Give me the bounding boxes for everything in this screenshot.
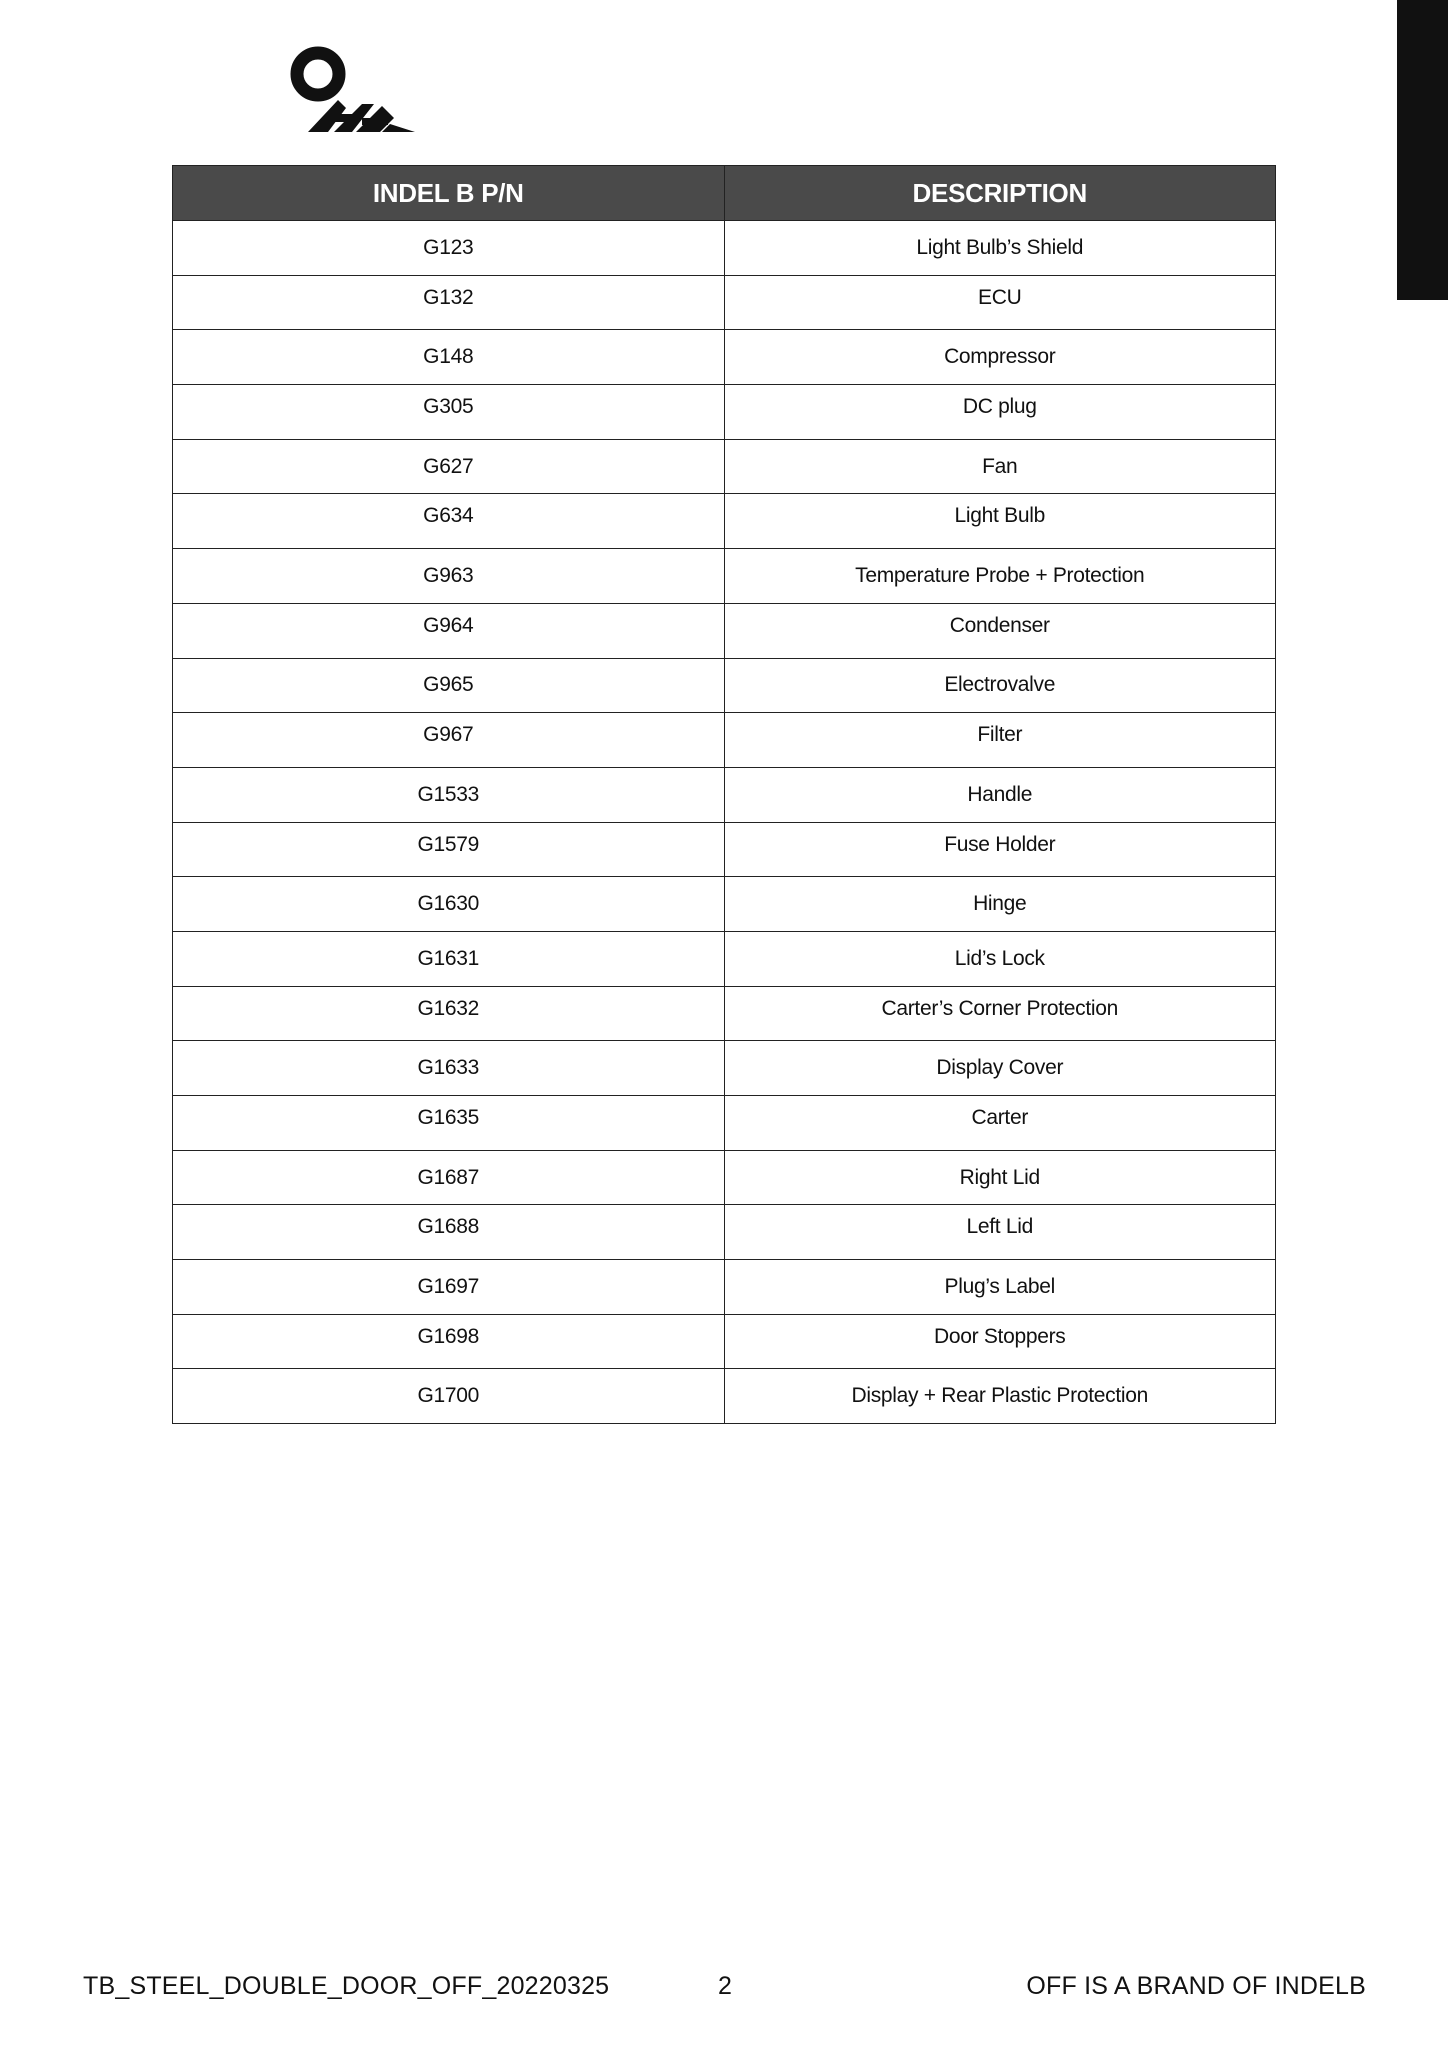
table-header-row <box>173 166 1276 221</box>
table-row <box>173 877 1276 932</box>
description-cell: Fan <box>724 439 1276 494</box>
footer-doc-code: TB_STEEL_DOUBLE_DOOR_OFF_20220325 <box>83 1972 610 2000</box>
description-cell: Hinge <box>724 877 1276 932</box>
part-number-cell: G1700 <box>173 1369 725 1424</box>
part-number-cell: G1631 <box>173 931 725 986</box>
table-row <box>173 275 1276 330</box>
description-cell: Temperature Probe + Protection <box>724 549 1276 604</box>
table-row <box>173 767 1276 822</box>
off-logo <box>290 46 420 136</box>
header-description: DESCRIPTION <box>724 166 1276 221</box>
description-cell: Left Lid <box>724 1205 1276 1260</box>
part-number-cell: G148 <box>173 330 725 385</box>
parts-table <box>172 165 1276 1424</box>
part-number-cell: G1533 <box>173 767 725 822</box>
table-row <box>173 1150 1276 1205</box>
table-row <box>173 1369 1276 1424</box>
description-cell: Light Bulb’s Shield <box>724 221 1276 276</box>
part-number-cell: G123 <box>173 221 725 276</box>
table-row <box>173 439 1276 494</box>
description-cell: DC plug <box>724 385 1276 440</box>
table-row <box>173 658 1276 713</box>
description-cell: Light Bulb <box>724 494 1276 549</box>
table-row <box>173 330 1276 385</box>
part-number-cell: G1687 <box>173 1150 725 1205</box>
table-row <box>173 221 1276 276</box>
description-cell: Handle <box>724 767 1276 822</box>
side-tab-marker <box>1397 0 1448 300</box>
part-number-cell: G132 <box>173 275 725 330</box>
part-number-cell: G967 <box>173 713 725 768</box>
description-cell: Plug’s Label <box>724 1260 1276 1315</box>
description-cell: Condenser <box>724 603 1276 658</box>
description-cell: Display Cover <box>724 1041 1276 1096</box>
description-cell: Right Lid <box>724 1150 1276 1205</box>
table-row <box>173 1041 1276 1096</box>
table-row <box>173 931 1276 986</box>
table-row <box>173 1260 1276 1315</box>
description-cell: Carter’s Corner Protection <box>724 986 1276 1041</box>
part-number-cell: G634 <box>173 494 725 549</box>
description-cell: Door Stoppers <box>724 1314 1276 1369</box>
description-cell: Lid’s Lock <box>724 931 1276 986</box>
part-number-cell: G964 <box>173 603 725 658</box>
description-cell: Carter <box>724 1096 1276 1151</box>
part-number-cell: G627 <box>173 439 725 494</box>
header-part-number: INDEL B P/N <box>173 166 725 221</box>
part-number-cell: G1688 <box>173 1205 725 1260</box>
description-cell: ECU <box>724 275 1276 330</box>
table-row <box>173 1314 1276 1369</box>
part-number-cell: G1579 <box>173 822 725 877</box>
table-row <box>173 1096 1276 1151</box>
table-row <box>173 822 1276 877</box>
table-row <box>173 1205 1276 1260</box>
part-number-cell: G963 <box>173 549 725 604</box>
table-row <box>173 713 1276 768</box>
description-cell: Electrovalve <box>724 658 1276 713</box>
description-cell: Filter <box>724 713 1276 768</box>
part-number-cell: G305 <box>173 385 725 440</box>
part-number-cell: G1632 <box>173 986 725 1041</box>
part-number-cell: G1698 <box>173 1314 725 1369</box>
part-number-cell: G1697 <box>173 1260 725 1315</box>
table-row <box>173 385 1276 440</box>
footer-brand-note: OFF IS A BRAND OF INDELB <box>1026 1972 1366 2000</box>
parts-table-body <box>173 221 1276 1424</box>
description-cell: Compressor <box>724 330 1276 385</box>
table-row <box>173 986 1276 1041</box>
part-number-cell: G1630 <box>173 877 725 932</box>
part-number-cell: G1635 <box>173 1096 725 1151</box>
footer-page-number: 2 <box>718 1972 733 2000</box>
table-row <box>173 549 1276 604</box>
part-number-cell: G965 <box>173 658 725 713</box>
description-cell: Display + Rear Plastic Protection <box>724 1369 1276 1424</box>
table-row <box>173 603 1276 658</box>
table-row <box>173 494 1276 549</box>
part-number-cell: G1633 <box>173 1041 725 1096</box>
description-cell: Fuse Holder <box>724 822 1276 877</box>
